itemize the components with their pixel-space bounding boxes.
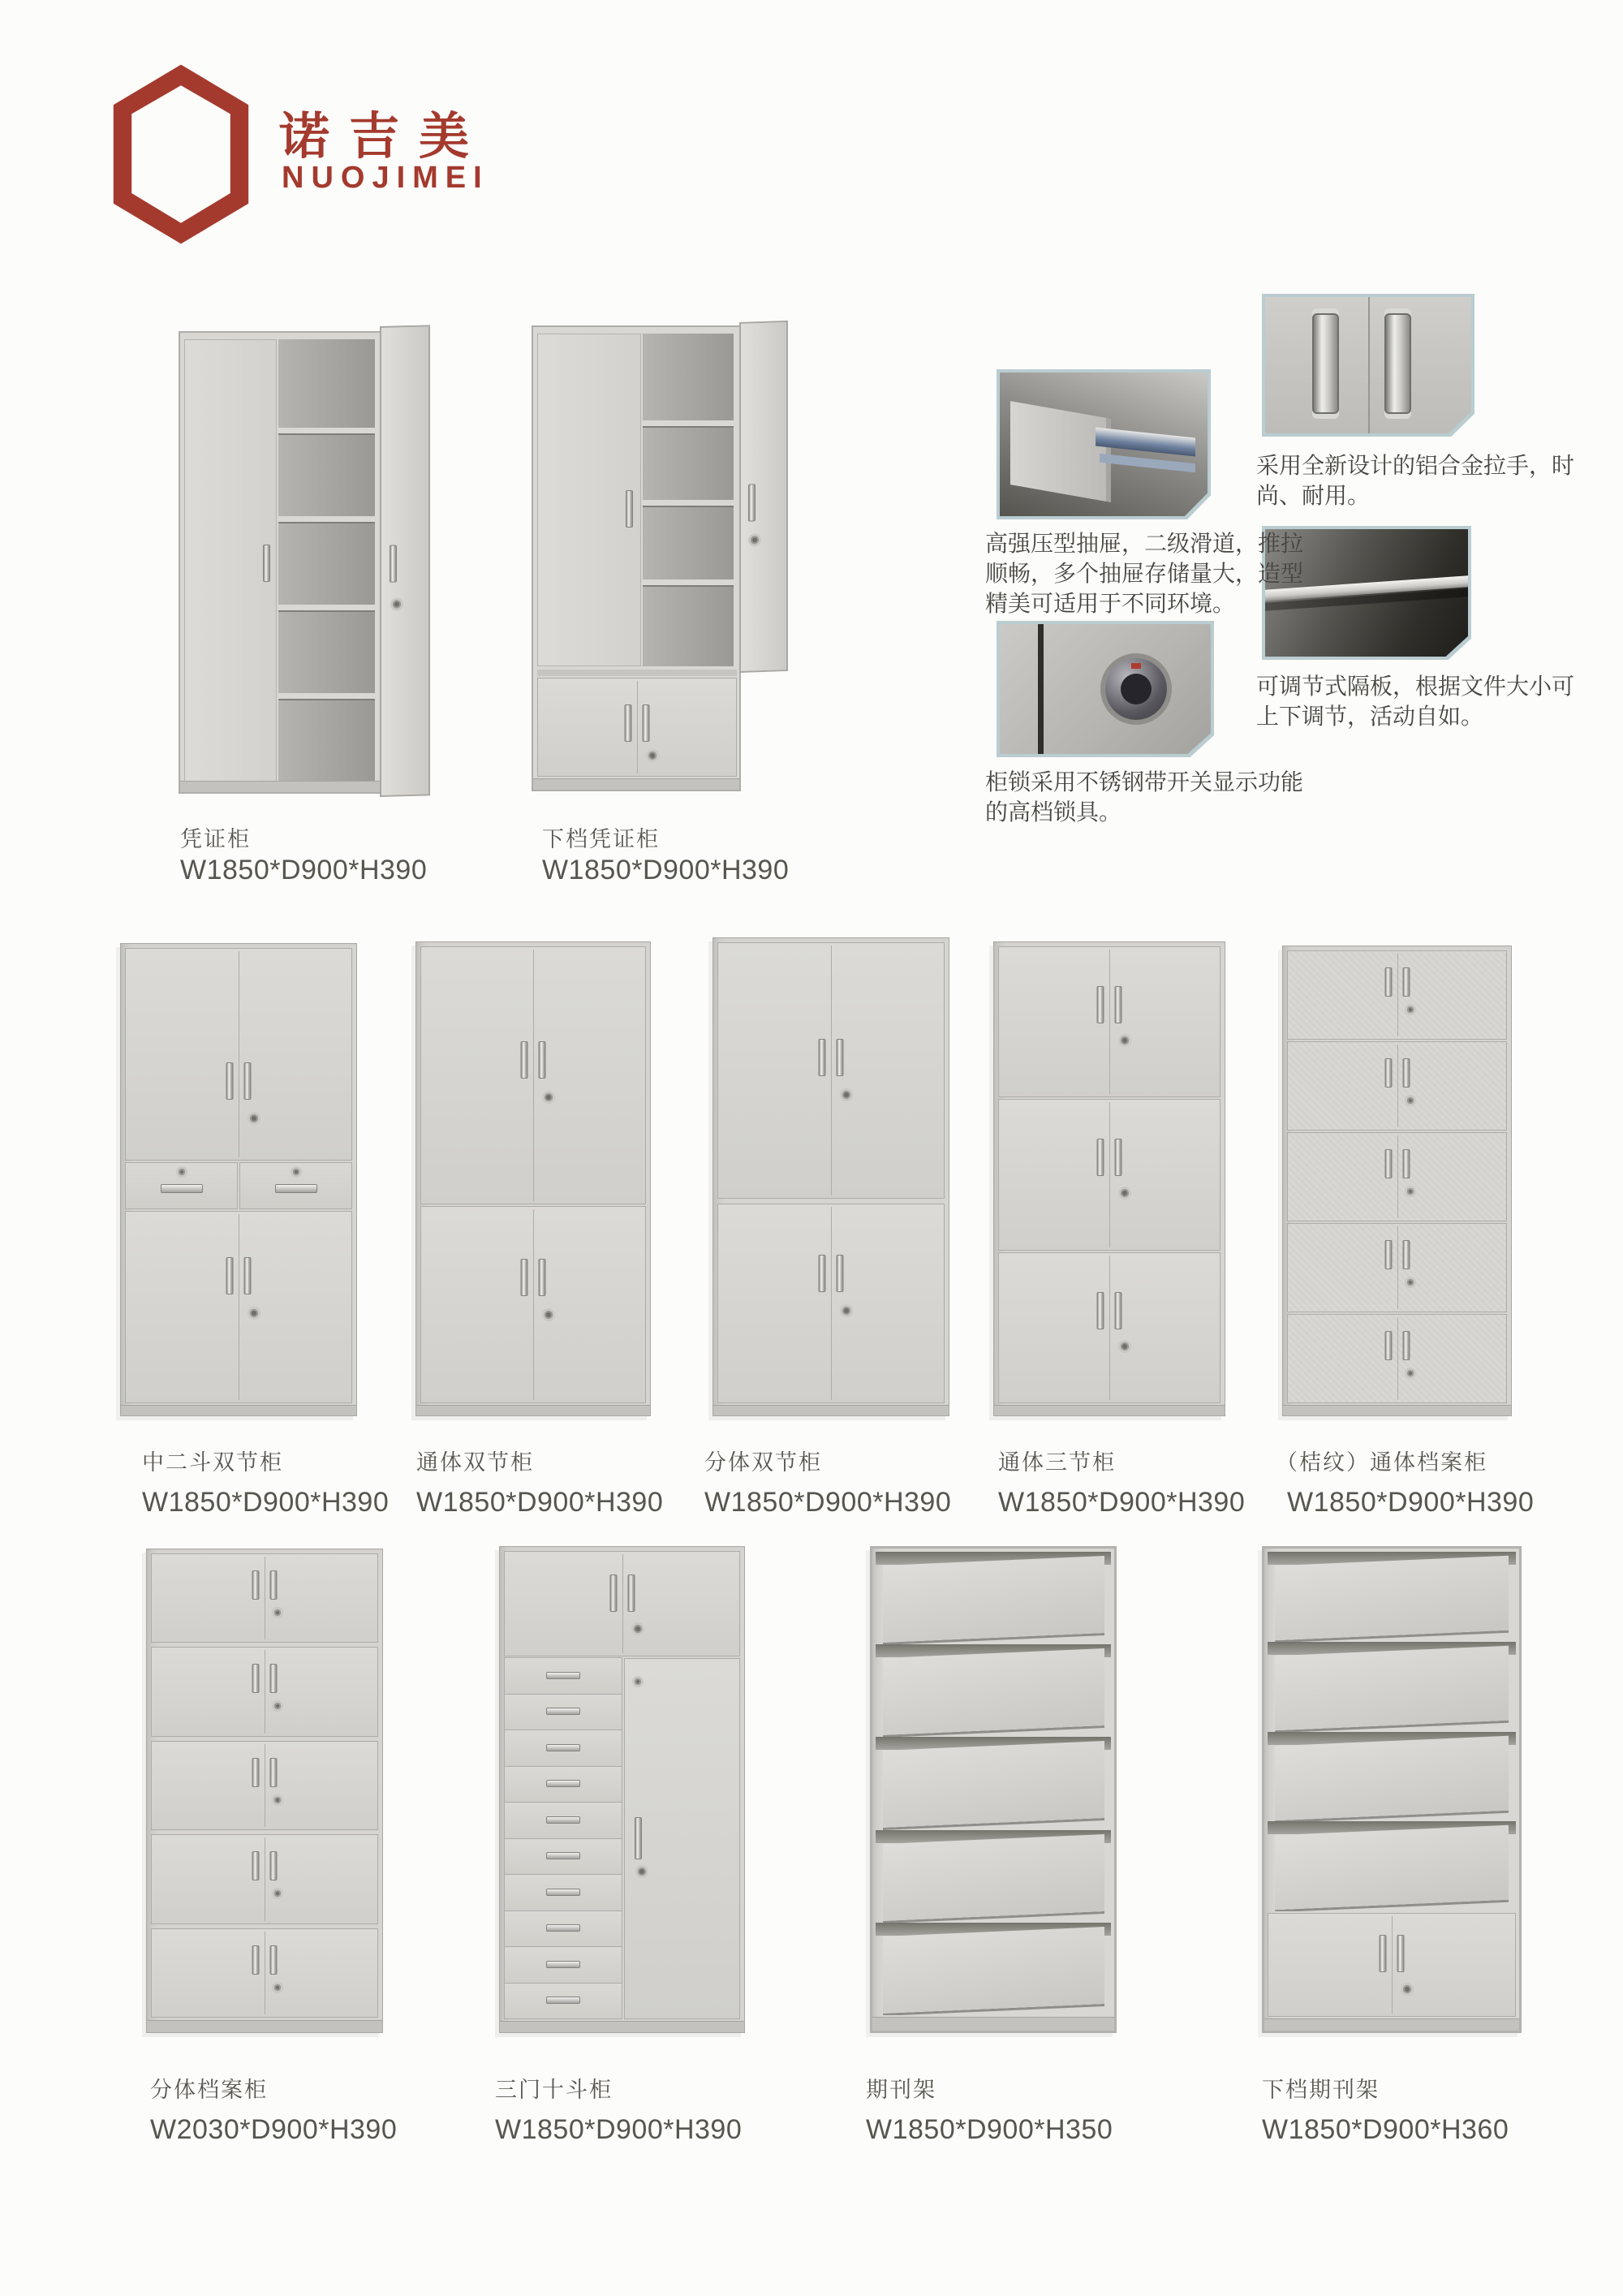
slanted-panel <box>1275 1645 1509 1730</box>
door-handle <box>1097 986 1104 1023</box>
door-handle <box>270 1851 278 1880</box>
slanted-panel <box>883 1834 1104 1921</box>
keyhole <box>545 1093 553 1101</box>
keyhole <box>842 1091 850 1099</box>
upper-doors <box>504 1551 740 1656</box>
door-handle <box>1380 1935 1387 1972</box>
door-handle <box>1097 1139 1104 1176</box>
rack-base <box>1264 2018 1519 2031</box>
keyhole <box>274 1890 281 1897</box>
shelf-board <box>643 420 734 426</box>
door-handle <box>643 704 650 742</box>
cabinet-base <box>533 778 739 790</box>
product-dimensions: W1850*D900*H360 <box>1262 2114 1509 2145</box>
cabinet-base <box>416 1405 650 1415</box>
cabinet-body <box>179 331 381 794</box>
display-shelf <box>1268 1642 1516 1732</box>
keyhole <box>1407 1097 1414 1104</box>
display-shelf <box>876 1552 1111 1644</box>
door-handle <box>1402 967 1410 997</box>
drawer <box>504 1983 622 2020</box>
drawer-slide-rail <box>1100 454 1195 472</box>
product-dimensions: W1850*D900*H390 <box>1287 1487 1535 1518</box>
product-name: 分体双节柜 <box>704 1450 822 1475</box>
door-handle <box>837 1039 844 1076</box>
door-handle <box>1097 1292 1104 1329</box>
door-handle <box>252 1758 260 1787</box>
slanted-panel <box>883 1927 1104 2014</box>
aluminum-handle <box>1384 313 1411 414</box>
keyhole <box>1407 1279 1414 1286</box>
product-dimensions: W1850*D900*H350 <box>866 2114 1113 2145</box>
door-handle <box>521 1041 528 1079</box>
door-section <box>1287 1132 1507 1221</box>
logo-name-cn: 诺吉美 <box>279 109 489 165</box>
door-handle <box>390 545 397 582</box>
keyhole <box>1407 1188 1414 1195</box>
feature-caption-shelf: 可调节式隔板，根据文件大小可上下调节，活动自如。 <box>1256 674 1575 729</box>
display-shelf <box>876 1923 1111 2015</box>
lock-core <box>1121 674 1152 704</box>
aluminum-handle <box>1312 313 1339 414</box>
door-section <box>1287 1041 1507 1131</box>
door-handle <box>837 1255 844 1292</box>
shelf-board <box>278 428 375 433</box>
slanted-panel <box>1275 1735 1509 1820</box>
door-handle <box>1384 1149 1392 1178</box>
shelf-board <box>643 579 734 585</box>
logo-cube-icon <box>96 57 266 252</box>
door-handle <box>748 484 756 521</box>
keyhole <box>250 1309 258 1317</box>
shelf-board <box>278 516 375 522</box>
door-section <box>1287 1223 1507 1312</box>
door-handle <box>609 1574 617 1612</box>
tall-door <box>624 1658 740 2019</box>
display-shelf <box>1268 1552 1516 1642</box>
slanted-panel <box>883 1556 1104 1643</box>
door-handle <box>226 1062 234 1100</box>
drawer-handle <box>546 1997 580 2004</box>
drawer-handle <box>275 1184 317 1193</box>
keyhole <box>393 600 401 608</box>
door-handle <box>1384 1058 1392 1088</box>
lower-doors <box>420 1206 646 1403</box>
drawer <box>504 1874 622 1911</box>
keyhole <box>1403 1985 1411 1993</box>
cabinet-base <box>1283 1405 1511 1415</box>
door-handle <box>1402 1331 1410 1360</box>
door-handle <box>226 1257 234 1294</box>
drawer <box>125 1162 238 1209</box>
slanted-panel <box>1275 1556 1509 1640</box>
door-handle <box>625 704 632 742</box>
shelf-board <box>643 500 734 506</box>
keyhole <box>638 1867 646 1876</box>
product-image-periodical-rack <box>870 1546 1117 2033</box>
cabinet-interior <box>278 339 375 782</box>
door-handle <box>270 1758 278 1787</box>
door-handle <box>252 1664 260 1693</box>
drawer <box>504 1730 622 1767</box>
feature-caption-drawer: 高强压型抽屉，二级滑道，推拉顺畅，多个抽屉存储量大，造型精美可适用于不同环境。 <box>985 531 1304 616</box>
product-dimensions: W1850*D900*H390 <box>142 1487 390 1518</box>
product-image-three-door-ten-drawer-cabinet <box>499 1546 745 2033</box>
product-image-full-double-cabinet <box>415 941 651 1416</box>
door-handle <box>270 1664 278 1693</box>
cabinet-body <box>532 325 741 791</box>
feature-caption-lock: 柜锁采用不锈钢带开关显示功能的高档锁具。 <box>985 769 1304 825</box>
product-name: 下档凭证柜 <box>542 827 660 851</box>
product-dimensions: W1850*D900*H390 <box>180 855 428 885</box>
cabinet-divider <box>537 670 737 676</box>
product-image-voucher-cabinet <box>179 326 434 799</box>
display-shelf <box>1268 1732 1516 1822</box>
open-door <box>739 321 788 673</box>
cabinet-base <box>713 1405 949 1415</box>
cabinet-base <box>994 1405 1225 1415</box>
keyhole <box>1121 1189 1129 1197</box>
keyhole <box>274 1703 281 1709</box>
product-image-two-drawer-double-cabinet <box>120 943 357 1416</box>
drawer-handle <box>546 1744 580 1751</box>
keyhole <box>634 1625 642 1633</box>
door-section <box>1287 1314 1507 1403</box>
rack-base <box>872 2017 1114 2031</box>
product-image-full-triple-cabinet <box>993 941 1225 1416</box>
door-handle <box>819 1255 826 1292</box>
door-handles <box>625 704 650 742</box>
product-image-orange-grain-archive-cabinet <box>1282 946 1512 1416</box>
slanted-panel <box>883 1741 1104 1828</box>
door-handle <box>252 1851 260 1880</box>
lower-doors <box>125 1211 352 1403</box>
keyhole <box>179 1169 185 1175</box>
feature-photo-lock <box>997 621 1214 757</box>
door-handle <box>263 545 270 582</box>
bottom-doors <box>1268 1913 1516 2017</box>
door-handle <box>635 1817 642 1859</box>
keyhole <box>1121 1342 1129 1350</box>
product-dimensions: W2030*D900*H390 <box>150 2114 398 2145</box>
product-name: 通体双节柜 <box>416 1450 534 1475</box>
door-handle <box>1402 1058 1410 1088</box>
keyhole <box>1407 1370 1414 1376</box>
feature-caption-handle: 采用全新设计的铝合金拉手，时尚、耐用。 <box>1256 453 1575 508</box>
door-section <box>151 1928 378 2018</box>
product-name: （桔纹）通体档案柜 <box>1276 1450 1487 1475</box>
shelf-board <box>278 693 375 699</box>
drawer-handle <box>546 1816 580 1824</box>
door-handle <box>1115 1139 1122 1176</box>
upper-doors <box>420 946 646 1204</box>
display-shelf <box>876 1644 1111 1737</box>
keyhole <box>545 1311 553 1319</box>
product-name: 下档期刊架 <box>1262 2078 1380 2102</box>
door-handle <box>1115 1292 1122 1329</box>
cabinet-door <box>184 339 277 782</box>
open-door <box>380 325 430 797</box>
cabinet-interior <box>643 334 734 666</box>
logo-name-en: NUOJIMEI <box>282 161 489 195</box>
keyhole <box>1407 1006 1414 1013</box>
bottom-doors <box>537 678 737 777</box>
drawer-handle <box>546 1961 580 1968</box>
lower-body <box>504 1658 740 2019</box>
door-handle <box>539 1041 546 1079</box>
feature-photo-drawer <box>997 369 1211 519</box>
slanted-panel <box>1275 1825 1509 1910</box>
door-handle <box>1384 967 1392 997</box>
drawer <box>504 1838 622 1876</box>
product-name: 分体档案柜 <box>150 2078 268 2102</box>
door-handle <box>1115 986 1122 1023</box>
cabinet-door <box>537 334 641 666</box>
product-image-lower-periodical-rack <box>1262 1546 1522 2033</box>
door-handle <box>1402 1149 1410 1178</box>
door-handle <box>626 490 633 528</box>
display-shelf <box>876 1830 1111 1923</box>
lower-doors <box>717 1204 945 1403</box>
product-image-split-archive-cabinet <box>146 1549 383 2033</box>
keyhole <box>274 1609 281 1616</box>
keyhole <box>842 1307 850 1315</box>
drawer-handle <box>546 1780 580 1787</box>
shelf-board <box>278 605 375 610</box>
upper-doors <box>717 942 945 1199</box>
drawer-handle <box>546 1672 580 1679</box>
cabinet-base <box>121 1405 356 1415</box>
product-name: 通体三节柜 <box>998 1450 1116 1475</box>
drawer-handle <box>161 1184 203 1193</box>
door-handle <box>539 1259 546 1296</box>
keyhole <box>274 1984 281 1991</box>
drawer <box>504 1657 622 1695</box>
product-dimensions: W1850*D900*H390 <box>542 855 790 885</box>
drawer-handle <box>546 1924 580 1932</box>
keyhole <box>648 752 657 760</box>
drawer <box>504 1802 622 1839</box>
display-shelf <box>876 1737 1111 1829</box>
drawer <box>504 1694 622 1731</box>
drawer <box>239 1162 352 1209</box>
door-handle <box>819 1039 826 1076</box>
cabinet-base <box>180 781 380 792</box>
keyhole <box>293 1169 299 1175</box>
keyhole <box>635 1678 641 1685</box>
door-section <box>151 1741 378 1830</box>
door-handle <box>1384 1240 1392 1269</box>
door-handle <box>270 1945 278 1975</box>
keyhole <box>1121 1036 1129 1045</box>
door-gap <box>1368 297 1370 433</box>
upper-doors <box>125 948 352 1161</box>
cabinet-lock <box>1105 658 1167 720</box>
drawer <box>504 1946 622 1984</box>
display-shelf <box>1268 1821 1516 1911</box>
keyhole <box>274 1797 281 1803</box>
door-section <box>151 1647 378 1736</box>
product-image-lower-voucher-cabinet <box>532 321 791 798</box>
product-name: 期刊架 <box>866 2078 936 2102</box>
door-handle <box>244 1257 252 1294</box>
lock-indicator <box>1131 663 1141 669</box>
drawer-handle <box>546 1889 580 1896</box>
product-name: 中二斗双节柜 <box>142 1450 283 1475</box>
drawer-band <box>125 1162 352 1209</box>
door-handle <box>1402 1240 1410 1269</box>
drawer <box>504 1766 622 1803</box>
door-gap <box>1038 624 1044 754</box>
slanted-panel <box>883 1648 1104 1735</box>
door-section <box>998 946 1220 1097</box>
door-section <box>998 1099 1220 1250</box>
keyhole <box>751 536 759 544</box>
drawer-column <box>504 1658 622 2019</box>
cabinet-base <box>147 2020 382 2032</box>
door-handle <box>252 1945 260 1975</box>
product-dimensions: W1850*D900*H390 <box>704 1487 952 1518</box>
door-handle <box>270 1570 278 1600</box>
product-name: 凭证柜 <box>180 827 251 851</box>
door-section <box>1287 950 1507 1040</box>
door-handle <box>627 1574 635 1612</box>
cabinet-base <box>500 2021 744 2032</box>
door-handle <box>252 1570 260 1600</box>
door-handle <box>1397 1935 1405 1972</box>
product-dimensions: W1850*D900*H390 <box>998 1487 1246 1518</box>
door-handle <box>244 1062 252 1100</box>
feature-photo-handles <box>1262 294 1474 437</box>
drawer-front <box>1010 401 1111 502</box>
door-section <box>998 1252 1220 1403</box>
product-dimensions: W1850*D900*H390 <box>495 2114 743 2145</box>
drawer <box>504 1910 622 1948</box>
door-section <box>151 1553 378 1643</box>
door-handle <box>521 1259 528 1296</box>
product-dimensions: W1850*D900*H390 <box>416 1487 664 1518</box>
door-section <box>151 1834 378 1923</box>
keyhole <box>250 1114 258 1122</box>
product-name: 三门十斗柜 <box>495 2078 613 2102</box>
drawer-handle <box>546 1708 580 1715</box>
product-image-split-double-cabinet <box>712 937 949 1416</box>
drawer-handle <box>546 1852 580 1859</box>
door-handle <box>1384 1331 1392 1360</box>
